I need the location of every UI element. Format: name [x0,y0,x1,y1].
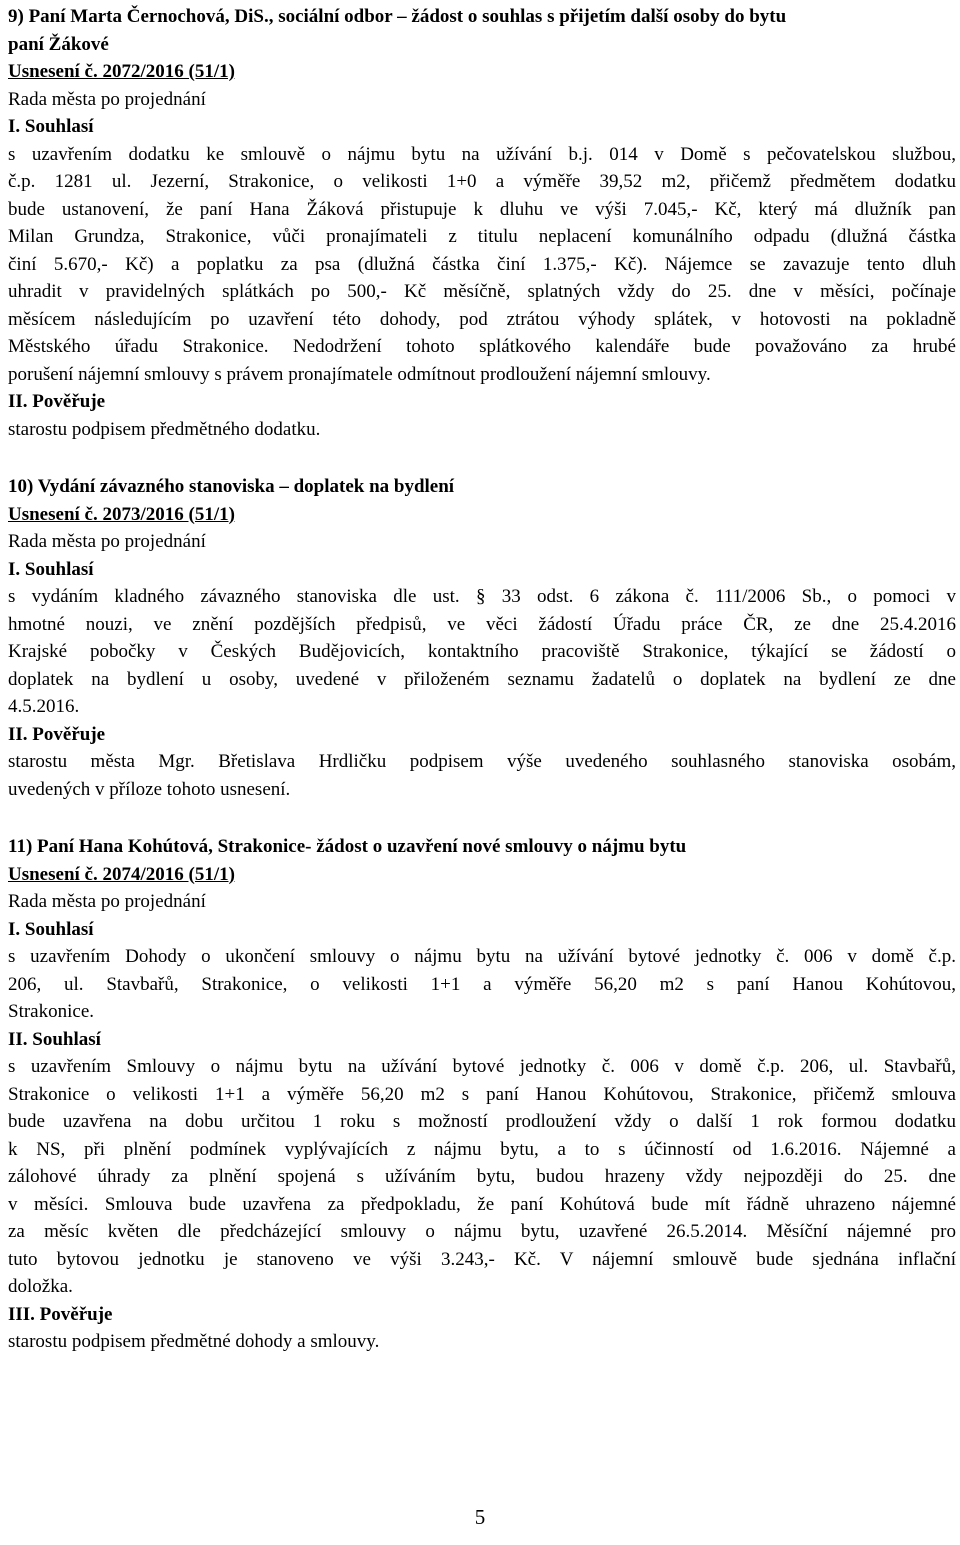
resolution-item-title: II. Souhlasí [8,1028,101,1050]
resolution-number: Usnesení č. 2074/2016 (51/1) [8,863,235,885]
resolution-text-line: doplatek na bydlení u osoby, uvedené v přiloženém seznamu žadatelů o doplatek na bydlení ze dne [8,668,956,690]
resolution-text-line: za měsíc květen dle předcházející smlouvy o nájmu bytu, uzavřené 26.5.2014. Měsíční nájemné pro [8,1221,956,1242]
resolution-item-title: I. Souhlasí [8,918,94,940]
resolution-text-line: starostu podpisem předmětného dodatku. [8,418,321,440]
resolution-text-line: s uzavřením Dohody o ukončení smlouvy o nájmu bytu na užívání bytové jednotky č. 006 v domě č.p. [8,946,956,967]
resolution-item-title: I. Souhlasí [8,116,94,137]
resolution-text-line: Strakonice o velikosti 1+1 a výměře 56,20 m2 s paní Hanou Kohútovou, Strakonice, přičemž smlouva [8,1083,956,1105]
resolution-text-line: měsícem následujícím po uzavření této dohody, pod ztrátou výhody splátek, v hotovosti na pokladně [8,308,956,330]
resolution-text-line: 206, ul. Stavbařů, Strakonice, o velikosti 1+1 a výměře 56,20 m2 s paní Hanou Kohútovou, [8,973,956,995]
section-spacer [8,443,956,473]
resolution-item-title: II. Pověřuje [8,391,106,412]
resolution-text-line: bude ustanovení, že paní Hana Žáková přistupuje k dluhu ve výši 7.045,- Kč, který má dlužník pan [8,198,956,220]
resolution-text-line: starostu podpisem předmětné dohody a smlouvy. [8,1331,380,1352]
resolution-text-line: s uzavřením Smlouvy o nájmu bytu na užívání bytové jednotky č. 006 v domě č.p. 206, ul. Stavbařů, [8,1056,956,1077]
resolution-text-line: 4.5.2016. [8,696,80,717]
resolution-text-line: Městského úřadu Strakonice. Nedodržení tohoto splátkového kalendáře bude považováno za hrubé [8,336,956,357]
resolution-text-line: doložka. [8,1276,73,1297]
resolution-item-title: II. Pověřuje [8,723,106,745]
resolution-number: Usnesení č. 2073/2016 (51/1) [8,503,235,525]
resolution-number: Usnesení č. 2072/2016 (51/1) [8,61,235,82]
resolution-text-line: v měsíci. Smlouva bude uzavřena za předpokladu, že paní Kohútová bude mít řádně uhrazeno nájemné [8,1193,956,1215]
council-statement: Rada města po projednání [8,88,206,110]
section-heading: 11) Paní Hana Kohútová, Strakonice- žádost o uzavření nové smlouvy o nájmu bytu [8,836,687,857]
document-body [8,3,956,1356]
resolution-text-line: hmotné nouzi, ve znění pozdějších předpisů, ve věci žádostí Úřadu práce ČR, ze dne 25.4.2016 [8,613,956,635]
page-number: 5 [474,1505,486,1529]
resolution-section [8,473,956,803]
resolution-text-line: tuto bytovou jednotku je stanoveno ve výši 3.243,- Kč. V nájemní smlouvě bude sjednána inflační [8,1248,956,1270]
resolution-text-line: bude uzavřena na dobu určitou 1 roku s možností prodloužení vždy o další 1 rok formou dodatku [8,1111,956,1132]
resolution-text-line: č.p. 1281 ul. Jezerní, Strakonice, o velikosti 1+0 a výměře 39,52 m2, přičemž předmětem dodatku [8,171,956,192]
resolution-item-title: III. Pověřuje [8,1303,113,1325]
council-statement: Rada města po projednání [8,891,206,912]
section-spacer [8,803,956,833]
resolution-section [8,833,956,1356]
resolution-text-line: uvedených v příloze tohoto usnesení. [8,778,291,800]
resolution-text-line: zálohové úhrady za plnění spojená s užíváním bytu, budou hrazeny vždy nejpozději do 25. dne [8,1166,956,1187]
section-heading: paní Žákové [8,33,109,55]
resolution-text-line: Krajské pobočky v Českých Budějovicích, kontaktního pracoviště Strakonice, týkající se žádostí o [8,641,956,662]
section-heading: 9) Paní Marta Černochová, DiS., sociální odbor – žádost o souhlas s přijetím další osoby do bytu [8,6,787,27]
resolution-text-line: uhradit v pravidelných splátkách po 500,- Kč měsíčně, splatných vždy do 25. dne v měsíci, počínaje [8,281,956,302]
resolution-text-line: Strakonice. [8,1001,95,1022]
section-heading: 10) Vydání závazného stanoviska – doplatek na bydlení [8,476,455,497]
resolution-text-line: s uzavřením dodatku ke smlouvě o nájmu bytu na užívání b.j. 014 v Domě s pečovatelskou službou, [8,143,956,165]
resolution-text-line: starostu města Mgr. Břetislava Hrdličku podpisem výše uvedeného souhlasného stanoviska osobám, [8,751,956,772]
resolution-text-line: porušení nájemní smlouvy s právem pronajímatele odmítnout prodloužení nájemní smlouvy. [8,363,711,385]
resolution-item-title: I. Souhlasí [8,558,94,580]
resolution-section [8,3,956,443]
resolution-text-line: s vydáním kladného závazného stanoviska dle ust. § 33 odst. 6 zákona č. 111/2006 Sb., o pomoci v [8,586,956,607]
resolution-text-line: činí 5.670,- Kč) a poplatku za psa (dlužná částka činí 1.375,- Kč). Nájemce se zavazuje tento dluh [8,253,956,275]
council-statement: Rada města po projednání [8,531,206,552]
resolution-text-line: Milan Grundza, Strakonice, vůči pronajímateli z titulu neplacení komunálního odpadu (dlužná částka [8,226,956,247]
resolution-text-line: k NS, při plnění podmínek vyplývajících z nájmu bytu, a to s účinností od 1.6.2016. Nájemné a [8,1138,956,1160]
